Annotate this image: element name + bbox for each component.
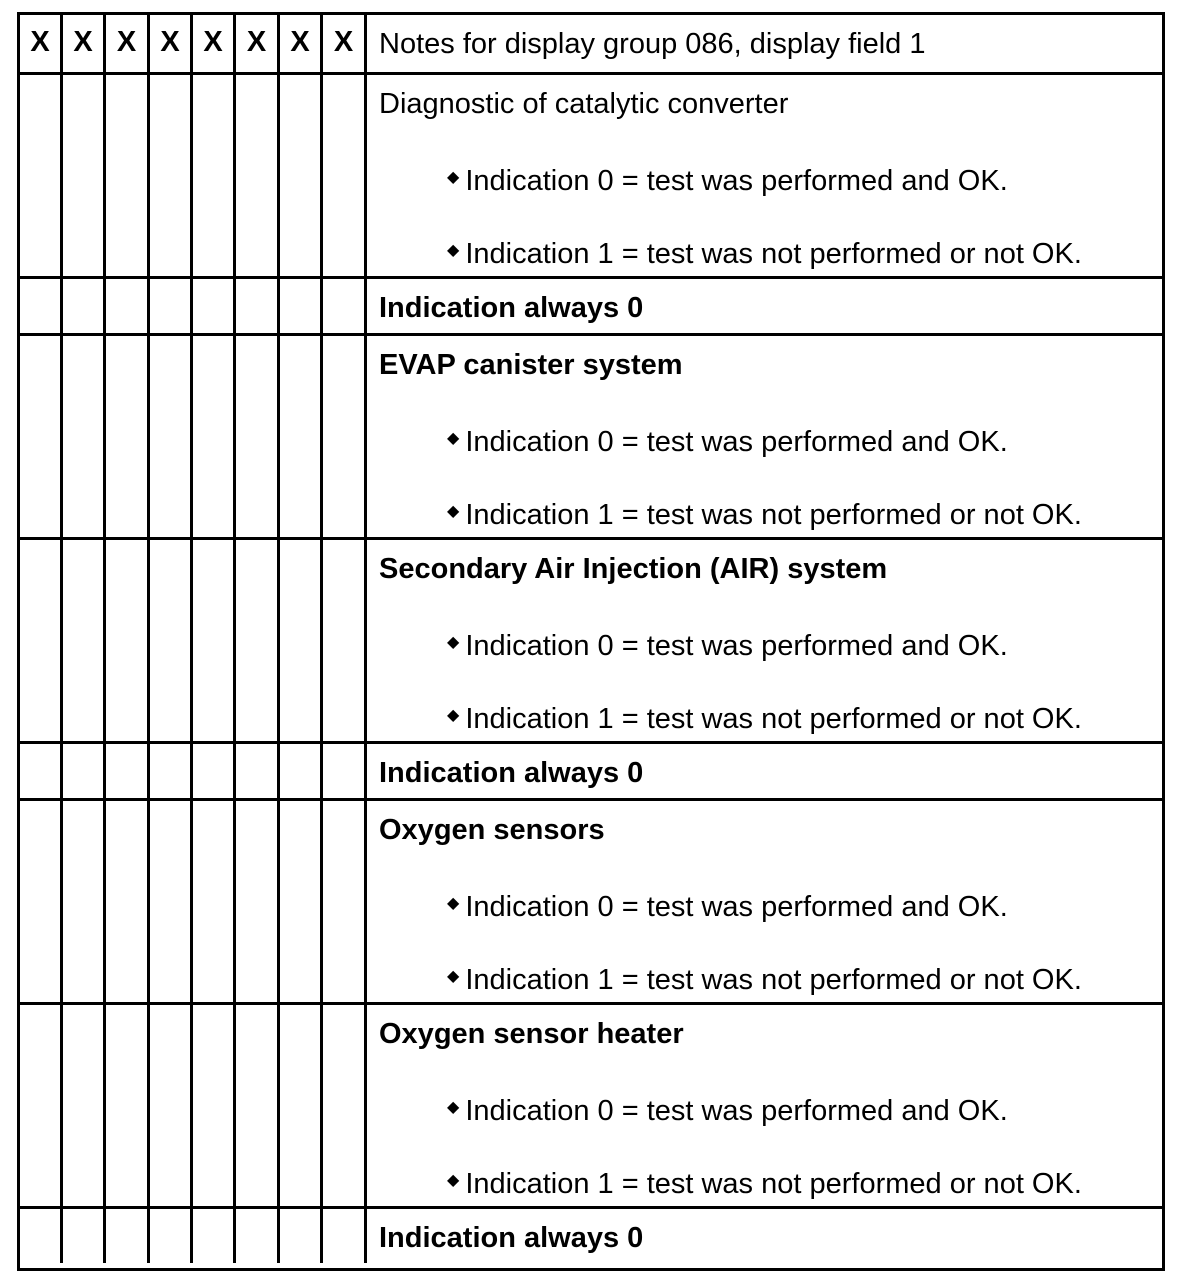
display-group-table: [17, 12, 1165, 1271]
diamond-bullet-icon: ◆: [447, 707, 460, 724]
mark-cell-7: [280, 279, 323, 333]
mark-cell-7: [280, 744, 323, 798]
notes-cell: [367, 1005, 1162, 1206]
notes-cell: [367, 279, 1162, 333]
bullet-text: Indication 0 = test was performed and OK.: [465, 1095, 1008, 1127]
mark-cell-6: [236, 1209, 280, 1263]
mark-cell-2: [63, 1005, 106, 1206]
mark-cell-2: [63, 279, 106, 333]
bullet-text: Indication 1 = test was not performed or not OK.: [465, 1168, 1082, 1200]
mark-cell-3: [106, 75, 150, 276]
mark-cell-3: [106, 336, 150, 537]
mark-cell-2: X: [63, 15, 106, 72]
mark-cell-5: [193, 744, 236, 798]
notes-cell: [367, 801, 1162, 1002]
mark-cell-7: [280, 801, 323, 1002]
mark-cell-4: [150, 279, 193, 333]
mark-cell-3: [106, 279, 150, 333]
table-row: [20, 1206, 1162, 1263]
mark-cell-8: [323, 744, 367, 798]
mark-cell-8: [323, 540, 367, 741]
mark-cell-3: [106, 540, 150, 741]
table-row: [20, 72, 1162, 276]
bullet-item: [447, 495, 1082, 532]
bullet-item: [447, 960, 1082, 997]
mark-cell-8: [323, 801, 367, 1002]
mark-cell-4: [150, 75, 193, 276]
notes-cell: [367, 15, 1162, 72]
mark-cell-5: [193, 801, 236, 1002]
diamond-bullet-icon: ◆: [447, 503, 460, 520]
mark-cell-3: [106, 744, 150, 798]
mark-cell-5: [193, 75, 236, 276]
mark-cell-8: X: [323, 15, 367, 72]
diamond-bullet-icon: ◆: [447, 242, 460, 259]
bullet-text: Indication 0 = test was performed and OK.: [465, 426, 1008, 458]
mark-cell-1: [20, 75, 63, 276]
mark-cell-6: [236, 75, 280, 276]
row-heading: EVAP canister system: [379, 349, 683, 381]
notes-cell: [367, 540, 1162, 741]
table-row: [20, 333, 1162, 537]
mark-cell-4: [150, 744, 193, 798]
notes-cell: [367, 75, 1162, 276]
mark-cell-5: X: [193, 15, 236, 72]
row-heading: Indication always 0: [379, 757, 644, 789]
mark-cell-7: [280, 540, 323, 741]
mark-cell-1: [20, 801, 63, 1002]
diamond-bullet-icon: ◆: [447, 1172, 460, 1189]
mark-cell-7: [280, 336, 323, 537]
mark-cell-1: [20, 540, 63, 741]
bullet-item: [447, 422, 1008, 459]
bullet-text: Indication 1 = test was not performed or not OK.: [465, 238, 1082, 270]
row-heading: Diagnostic of catalytic converter: [379, 88, 789, 120]
mark-cell-2: [63, 540, 106, 741]
mark-cell-5: [193, 1209, 236, 1263]
bullet-item: [447, 234, 1082, 271]
mark-cell-4: [150, 1005, 193, 1206]
table-row: [20, 798, 1162, 1002]
table-row: [20, 537, 1162, 741]
diamond-bullet-icon: ◆: [447, 634, 460, 651]
row-heading: Secondary Air Injection (AIR) system: [379, 553, 888, 585]
mark-cell-4: [150, 336, 193, 537]
mark-cell-2: [63, 75, 106, 276]
header-row: [20, 15, 1162, 72]
mark-cell-1: [20, 279, 63, 333]
mark-cell-8: [323, 1005, 367, 1206]
table-row: [20, 1002, 1162, 1206]
mark-cell-4: X: [150, 15, 193, 72]
mark-cell-2: [63, 336, 106, 537]
notes-cell: [367, 1209, 1162, 1263]
mark-cell-7: X: [280, 15, 323, 72]
mark-cell-8: [323, 336, 367, 537]
bullet-text: Indication 1 = test was not performed or not OK.: [465, 499, 1082, 531]
bullet-item: [447, 887, 1008, 924]
mark-cell-1: [20, 744, 63, 798]
row-heading: Oxygen sensor heater: [379, 1018, 684, 1050]
mark-cell-6: X: [236, 15, 280, 72]
diamond-bullet-icon: ◆: [447, 169, 460, 186]
mark-cell-8: [323, 75, 367, 276]
mark-cell-1: X: [20, 15, 63, 72]
bullet-text: Indication 0 = test was performed and OK.: [465, 630, 1008, 662]
row-heading: Oxygen sensors: [379, 814, 605, 846]
mark-cell-2: [63, 801, 106, 1002]
mark-cell-7: [280, 1005, 323, 1206]
notes-cell: [367, 336, 1162, 537]
header-title: Notes for display group 086, display field 1: [379, 28, 926, 60]
mark-cell-7: [280, 75, 323, 276]
mark-cell-3: [106, 801, 150, 1002]
bullet-item: [447, 1164, 1082, 1201]
row-heading: Indication always 0: [379, 1222, 644, 1254]
bullet-text: Indication 0 = test was performed and OK.: [465, 165, 1008, 197]
mark-cell-8: [323, 1209, 367, 1263]
mark-cell-3: X: [106, 15, 150, 72]
mark-cell-2: [63, 744, 106, 798]
bullet-item: [447, 626, 1008, 663]
mark-cell-1: [20, 1005, 63, 1206]
mark-cell-3: [106, 1209, 150, 1263]
bullet-item: [447, 1091, 1008, 1128]
mark-cell-6: [236, 540, 280, 741]
mark-cell-6: [236, 1005, 280, 1206]
row-heading: Indication always 0: [379, 292, 644, 324]
mark-cell-7: [280, 1209, 323, 1263]
bullet-item: [447, 699, 1082, 736]
notes-cell: [367, 744, 1162, 798]
mark-cell-6: [236, 801, 280, 1002]
mark-cell-6: [236, 744, 280, 798]
diamond-bullet-icon: ◆: [447, 968, 460, 985]
mark-cell-4: [150, 1209, 193, 1263]
table-row: [20, 276, 1162, 333]
table-row: [20, 741, 1162, 798]
mark-cell-5: [193, 540, 236, 741]
mark-cell-5: [193, 1005, 236, 1206]
mark-cell-8: [323, 279, 367, 333]
mark-cell-6: [236, 336, 280, 537]
diamond-bullet-icon: ◆: [447, 1099, 460, 1116]
bullet-item: [447, 161, 1008, 198]
diamond-bullet-icon: ◆: [447, 895, 460, 912]
mark-cell-1: [20, 1209, 63, 1263]
mark-cell-1: [20, 336, 63, 537]
mark-cell-3: [106, 1005, 150, 1206]
mark-cell-6: [236, 279, 280, 333]
diamond-bullet-icon: ◆: [447, 430, 460, 447]
mark-cell-5: [193, 279, 236, 333]
bullet-text: Indication 1 = test was not performed or not OK.: [465, 703, 1082, 735]
mark-cell-2: [63, 1209, 106, 1263]
bullet-text: Indication 0 = test was performed and OK.: [465, 891, 1008, 923]
bullet-text: Indication 1 = test was not performed or not OK.: [465, 964, 1082, 996]
mark-cell-4: [150, 801, 193, 1002]
mark-cell-4: [150, 540, 193, 741]
mark-cell-5: [193, 336, 236, 537]
